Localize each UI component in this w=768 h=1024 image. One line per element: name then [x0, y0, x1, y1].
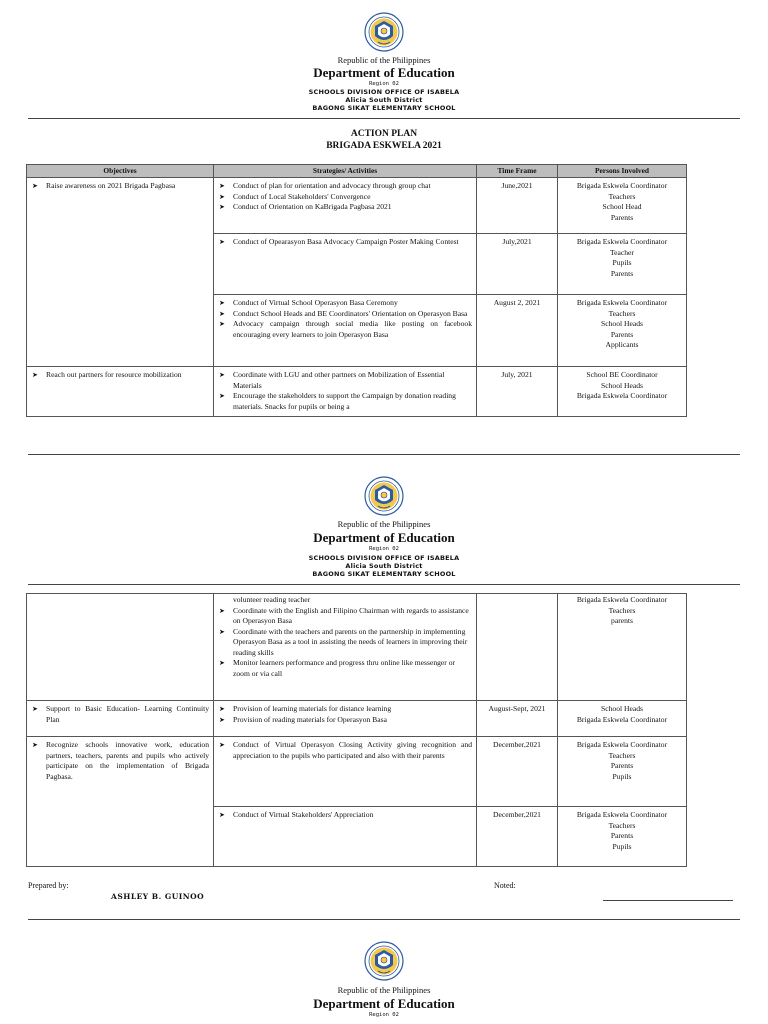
objective-text: ➤ Support to Basic Education- Learning Continuity Plan — [31, 704, 209, 725]
header-district: Alicia South District — [345, 96, 423, 104]
time-frame-cell: June,2021 — [477, 178, 558, 234]
header-department: Department of Education — [313, 530, 455, 545]
person-item: Brigada Eskwela Coordinator — [576, 595, 668, 604]
activity-item: ➤ Conduct of Opearasyon Basa Advocacy Campaign Poster Making Contest — [218, 237, 472, 248]
deped-seal-icon — [364, 941, 404, 981]
col-persons: Persons Involved — [558, 165, 687, 178]
activity-item: ➤ Conduct of Virtual Operasyon Closing Activity giving recognition and appreciation to the pupils who participated and also with their parents — [218, 740, 472, 761]
person-item: Brigada Eskwela Coordinator — [576, 714, 668, 724]
time-frame-cell: December,2021 — [477, 737, 558, 807]
continued-text: volunteer reading teacher — [233, 595, 311, 604]
person-item: Teachers — [608, 308, 636, 318]
time-frame-cell: July,2021 — [477, 234, 558, 295]
person-item: Teachers — [608, 750, 636, 760]
person-item: Parents — [610, 329, 634, 339]
activity-item: ➤ Encourage the stakeholders to support the Campaign by donation reading materials. Snacks for pupils or being a — [218, 391, 472, 412]
header-region: Region 02 — [369, 546, 399, 552]
person-item: Brigada Eskwela Coordinator — [576, 181, 668, 190]
plan-subtitle: BRIGADA ESKWELA 2021 — [326, 141, 442, 151]
activity-item: ➤ Conduct of Orientation on KaBrigada Pagbasa 2021 — [218, 202, 472, 213]
person-item: School Heads — [601, 704, 643, 713]
col-time-frame: Time Frame — [477, 165, 558, 178]
header-department: Department of Education — [313, 65, 455, 80]
prepared-by-label: Prepared by: — [28, 881, 69, 890]
activity-item: ➤ Advocacy campaign through social media like posting on facebook encouraging every learners to join Operasyon Basa — [218, 319, 472, 340]
objective-text: ➤ Reach out partners for resource mobilization — [31, 370, 209, 381]
header-region: Region 02 — [369, 1012, 399, 1018]
activity-item: ➤ Conduct of Local Stakeholders' Convergence — [218, 192, 472, 203]
person-item: Applicants — [605, 340, 639, 349]
activity-item: ➤ Conduct of Virtual School Operasyon Basa Ceremony — [218, 298, 472, 309]
person-item: Parents — [610, 268, 634, 278]
header-school: BAGONG SIKAT ELEMENTARY SCHOOL — [312, 104, 456, 112]
plan-title: ACTION PLAN — [350, 129, 418, 139]
person-item: Teachers — [608, 605, 636, 615]
person-item: School Heads — [601, 319, 643, 328]
activity-item: ➤ Coordinate with LGU and other partners on Mobilization of Essential Materials — [218, 370, 472, 391]
header-republic: Republic of the Philippines — [337, 55, 431, 65]
person-item: Parents — [610, 212, 634, 222]
person-item: Brigada Eskwela Coordinator — [576, 391, 668, 400]
col-strategies: Strategies/ Activities — [214, 165, 477, 178]
header-republic: Republic of the Philippines — [337, 985, 431, 995]
time-frame-cell: August-Sept, 2021 — [477, 701, 558, 737]
person-item: Pupils — [612, 841, 632, 851]
person-item: Pupils — [612, 771, 632, 781]
objective-text: ➤ Raise awareness on 2021 Brigada Pagbasa — [31, 181, 209, 192]
activity-item: ➤ Conduct School Heads and BE Coordinators' Orientation on Operasyon Basa — [218, 309, 472, 320]
person-item: Teachers — [608, 191, 636, 201]
person-item: Brigada Eskwela Coordinator — [576, 298, 668, 307]
objective-text: ➤ Recognize schools innovative work, education partners, teachers, parents and pupils who actively participate on the implementation of Brigada Pagbasa. — [31, 740, 209, 782]
person-item: Pupils — [612, 258, 632, 267]
person-item: School BE Coordinator — [586, 370, 658, 379]
time-frame-cell: August 2, 2021 — [477, 295, 558, 367]
activity-item: ➤ Monitor learners performance and progress thru online like messenger or zoom or via call — [218, 658, 472, 679]
time-frame-cell: December,2021 — [477, 807, 558, 867]
person-item: Brigada Eskwela Coordinator — [576, 810, 668, 819]
person-item: School Head — [602, 202, 642, 211]
activity-item: ➤ Provision of learning materials for distance learning — [218, 704, 472, 715]
person-item: Parents — [610, 831, 634, 840]
col-objectives: Objectives — [27, 165, 214, 178]
activity-item: ➤ Conduct of plan for orientation and advocacy through group chat — [218, 181, 472, 192]
activity-item: ➤ Coordinate with the English and Filipino Chairman with regards to assistance on Operasyon Basa — [218, 606, 472, 627]
prepared-by-name: ASHLEY B. GUINOO — [111, 892, 205, 901]
activity-item: ➤ Coordinate with the teachers and parents on the partnership in implementing Operasyon Basa as a tool in assisting the needs of learners in improving their reading skills — [218, 627, 472, 659]
header-region: Region 02 — [369, 81, 399, 87]
header-republic: Republic of the Philippines — [337, 519, 431, 529]
noted-label: Noted: — [494, 881, 516, 890]
person-item: Brigada Eskwela Coordinator — [576, 237, 668, 246]
header-department: Department of Education — [313, 996, 455, 1011]
header-division: SCHOOLS DIVISION OFFICE OF ISABELA — [308, 88, 460, 96]
activity-item: ➤ Conduct of Virtual Stakeholders' Appreciation — [218, 810, 472, 821]
person-item: School Heads — [601, 380, 643, 390]
person-item: Teachers — [608, 820, 636, 830]
time-frame-cell: July, 2021 — [477, 367, 558, 417]
person-item: Teacher — [610, 247, 634, 257]
person-item: Brigada Eskwela Coordinator — [576, 740, 668, 749]
person-item: Parents — [610, 761, 634, 770]
activity-item: ➤ Provision of reading materials for Operasyon Basa — [218, 715, 472, 726]
person-item: parents — [611, 616, 633, 625]
header-division: SCHOOLS DIVISION OFFICE OF ISABELA — [308, 554, 460, 562]
header-school: BAGONG SIKAT ELEMENTARY SCHOOL — [312, 570, 456, 578]
header-district: Alicia South District — [345, 562, 423, 570]
